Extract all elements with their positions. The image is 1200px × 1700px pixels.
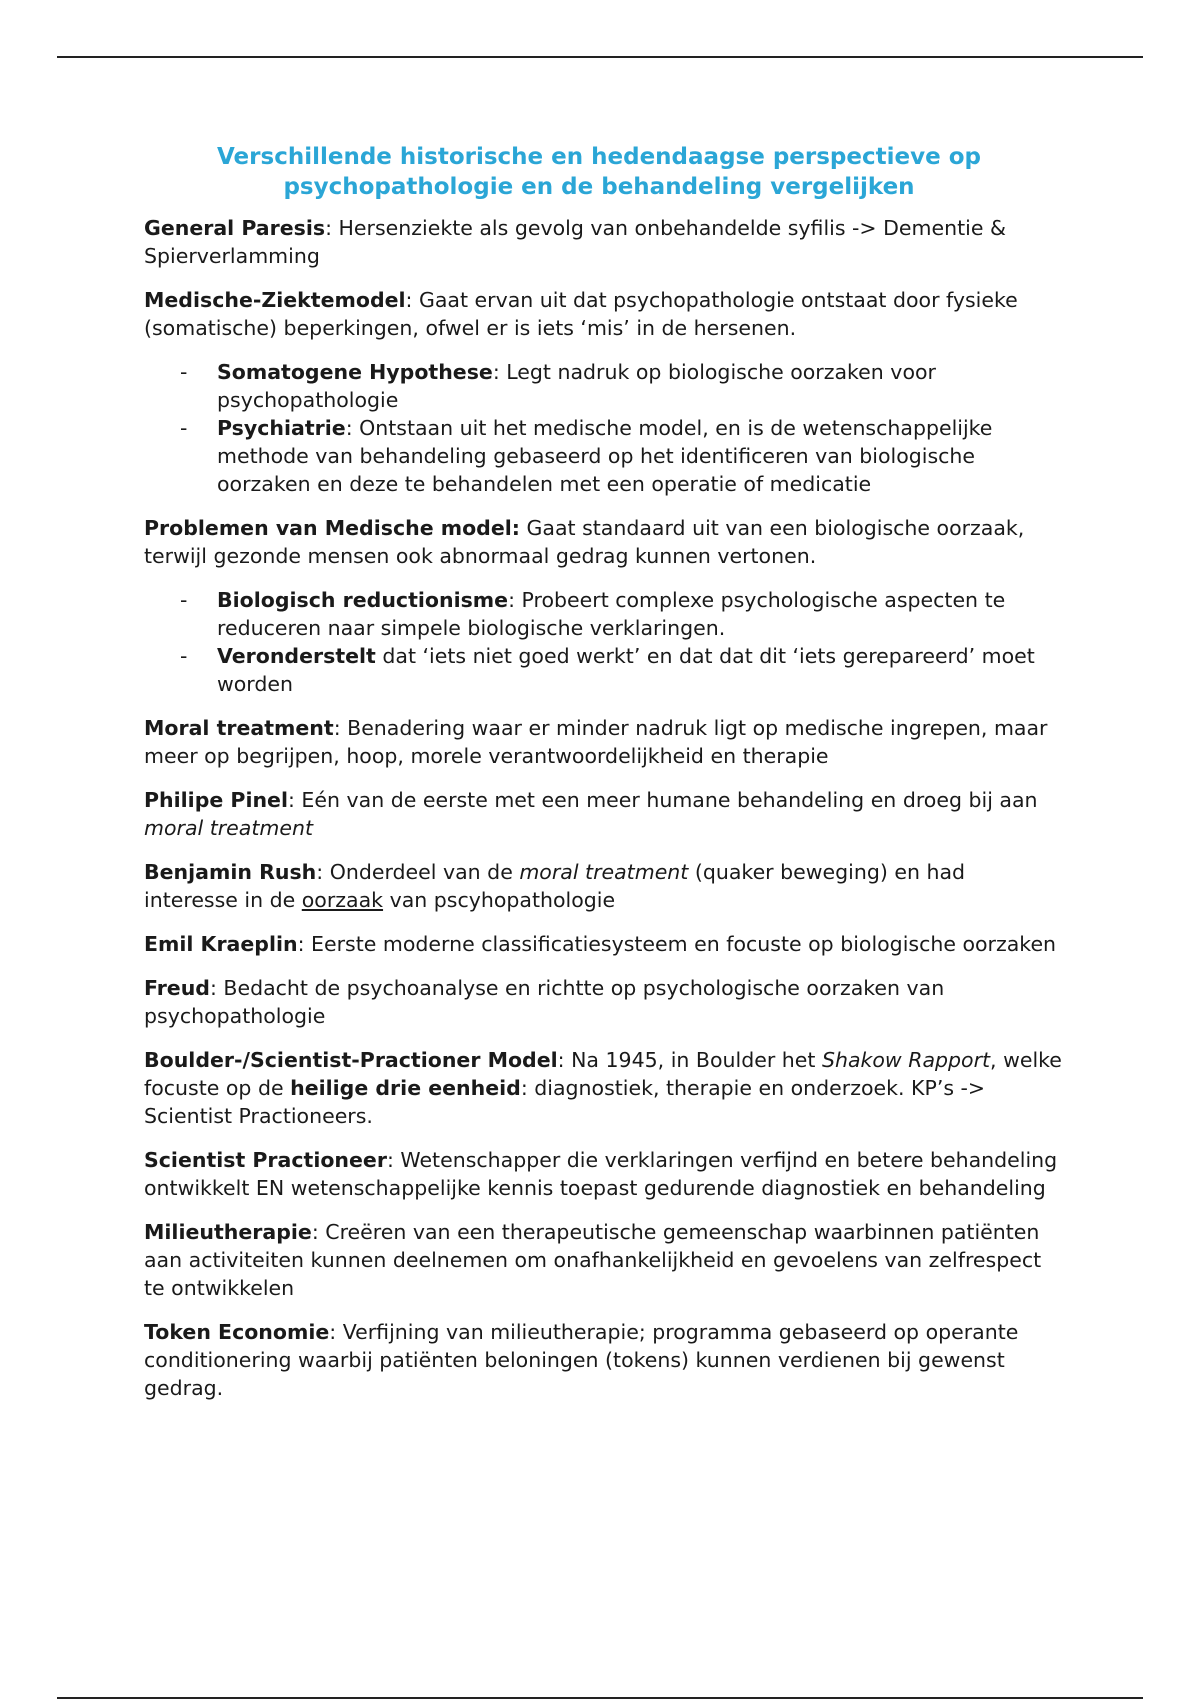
bullet-dash: - xyxy=(180,588,188,612)
bullet-dash: - xyxy=(180,360,188,384)
entry-text: : Benadering waar er minder nadruk ligt op medische ingrepen, maar meer op begrijpen, hoop, morele verantwoordelijkheid en therapie xyxy=(144,716,1048,768)
entry-term: Boulder-/Scientist-Practioner Model xyxy=(144,1048,558,1072)
list-item xyxy=(144,358,1064,414)
top-rule xyxy=(57,56,1143,58)
entry-text: : Wetenschapper die verklaringen verfijnd en betere behandeling ontwikkelt EN wetenschappelijke kennis toepast gedurende diagnostiek en behandeling xyxy=(144,1148,1058,1200)
bullet-dash: - xyxy=(180,416,188,440)
item-term: Veronderstelt xyxy=(217,644,376,668)
entry-medische-ziektemodel xyxy=(144,286,1064,342)
entry-bold: heilige drie eenheid xyxy=(290,1076,521,1100)
entry-term: Milieutherapie xyxy=(144,1220,312,1244)
title-line-2: psychopathologie en de behandeling vergelijken xyxy=(283,174,915,200)
entry-text: : Na 1945, in Boulder het xyxy=(557,1048,822,1072)
entry-text: : Eerste moderne classificatiesysteem en focuste op biologische oorzaken xyxy=(297,932,1057,956)
document-body xyxy=(144,142,1064,1418)
page-title xyxy=(134,142,1064,202)
entry-term: Emil Kraeplin xyxy=(144,932,298,956)
entry-general-paresis xyxy=(144,214,1064,270)
entry-text: Gaat standaard uit van een biologische oorzaak, terwijl gezonde mensen ook abnormaal gedrag kunnen vertonen. xyxy=(144,516,1025,568)
entry-philipe-pinel xyxy=(144,786,1064,842)
entry-text: : Eén van de eerste met een meer humane behandeling en droeg bij aan xyxy=(288,788,1038,812)
list-item xyxy=(144,586,1064,642)
entry-benjamin-rush xyxy=(144,858,1064,914)
entry-term: Philipe Pinel xyxy=(144,788,288,812)
entry-term: Scientist Practioneer xyxy=(144,1148,387,1172)
list-item xyxy=(144,642,1064,698)
entry-text: : Onderdeel van de xyxy=(316,860,520,884)
list-item xyxy=(144,414,1064,498)
entry-text: : Verfijning van milieutherapie; programma gebaseerd op operante conditionering waarbij patiënten beloningen (tokens) kunnen verdienen bij gewenst gedrag. xyxy=(144,1320,1019,1400)
item-term: Somatogene Hypothese xyxy=(217,360,493,384)
item-text: : Ontstaan uit het medische model, en is de wetenschappelijke methode van behandeling gebaseerd op het identificeren van biologische oorzaken en deze te behandelen met een operatie of medicatie xyxy=(217,416,993,496)
medische-ziektemodel-list xyxy=(144,358,1064,498)
entry-italic: moral treatment xyxy=(144,816,314,840)
entry-text: van pscyhopathologie xyxy=(383,888,616,912)
title-line-1: Verschillende historische en hedendaagse perspectieve op xyxy=(217,144,981,170)
entry-token-economie xyxy=(144,1318,1064,1402)
entry-emil-kraeplin xyxy=(144,930,1064,958)
entry-term: Benjamin Rush xyxy=(144,860,317,884)
entry-boulder-model xyxy=(144,1046,1064,1130)
item-term: Psychiatrie xyxy=(217,416,346,440)
entry-term: General Paresis xyxy=(144,216,326,240)
item-text: dat ‘iets niet goed werkt’ en dat dat dit ‘iets gerepareerd’ moet worden xyxy=(217,644,1035,696)
entry-italic: Shakow Rapport xyxy=(821,1048,991,1072)
problemen-list xyxy=(144,586,1064,698)
item-term: Biologisch reductionisme xyxy=(217,588,509,612)
entry-milieutherapie xyxy=(144,1218,1064,1302)
entry-text: : Creëren van een therapeutische gemeenschap waarbinnen patiënten aan activiteiten kunnen deelnemen om onafhankelijkheid en gevoelens van zelfrespect te ontwikkelen xyxy=(144,1220,1042,1300)
entry-text: : Hersenziekte als gevolg van onbehandelde syfilis -> Dementie & Spierverlamming xyxy=(144,216,1006,268)
entry-text: : diagnostiek, therapie en onderzoek. KP’s -> Scientist Practioneers. xyxy=(144,1076,986,1128)
entry-term: Problemen van Medische model: xyxy=(144,516,520,540)
entry-problemen xyxy=(144,514,1064,570)
bottom-rule xyxy=(57,1697,1143,1699)
entry-term: Medische-Ziektemodel xyxy=(144,288,406,312)
entry-moral-treatment xyxy=(144,714,1064,770)
item-text: : Probeert complexe psychologische aspecten te reduceren naar simpele biologische verklaringen. xyxy=(217,588,1006,640)
entry-italic: moral treatment xyxy=(519,860,689,884)
entry-text: , welke focuste op de xyxy=(144,1048,1062,1100)
entry-scientist-practioneer xyxy=(144,1146,1064,1202)
entry-text: : Gaat ervan uit dat psychopathologie ontstaat door fysieke (somatische) beperkingen, ofwel er is iets ‘mis’ in de hersenen. xyxy=(144,288,1018,340)
entry-term: Moral treatment xyxy=(144,716,334,740)
entry-term: Token Economie xyxy=(144,1320,330,1344)
entry-text: (quaker beweging) en had interesse in de xyxy=(144,860,966,912)
entry-term: Freud xyxy=(144,976,210,1000)
entry-underline: oorzaak xyxy=(301,888,384,912)
entry-text: : Bedacht de psychoanalyse en richtte op psychologische oorzaken van psychopathologie xyxy=(144,976,945,1028)
bullet-dash: - xyxy=(180,644,188,668)
entry-freud xyxy=(144,974,1064,1030)
item-text: : Legt nadruk op biologische oorzaken voor psychopathologie xyxy=(217,360,936,412)
